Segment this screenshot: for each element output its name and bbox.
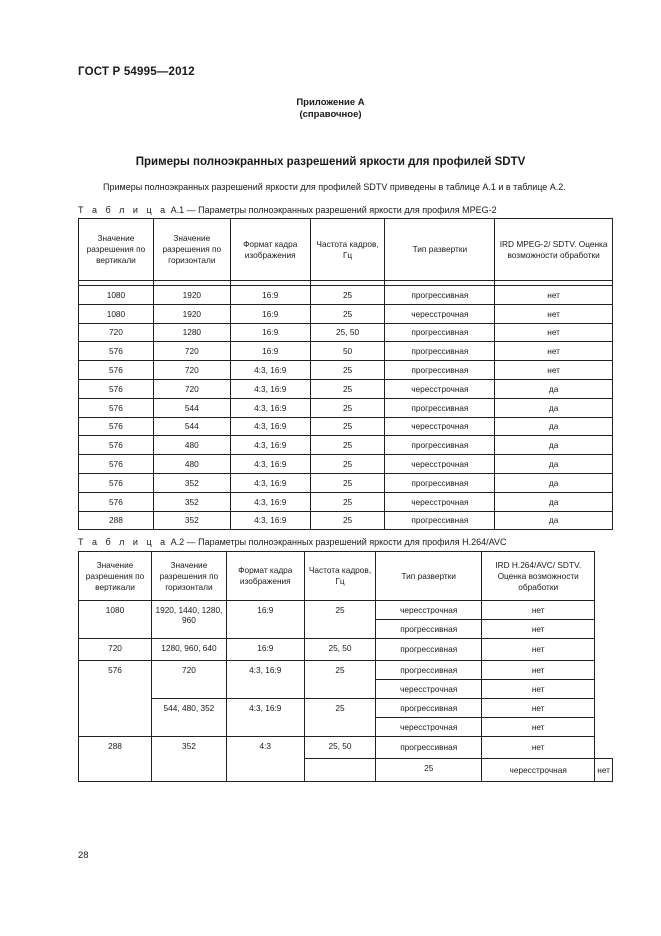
table2-caption-text: А.2 — Параметры полноэкранных разрешений яркости для профиля H.264/AVC <box>170 537 507 547</box>
table-cell: 4:3 <box>226 736 304 782</box>
table-cell: чересстрочная <box>385 455 495 474</box>
scan-type-cell: чересстрочная <box>482 759 595 782</box>
table1-caption <box>78 205 497 215</box>
table-cell: 25 <box>310 286 385 305</box>
table-cell: 4:3, 16:9 <box>230 417 310 436</box>
table-cell: прогрессивная <box>385 398 495 417</box>
table-row <box>79 304 613 323</box>
document-id: ГОСТ Р 54995—2012 <box>78 66 195 78</box>
table-cell: 720 <box>79 323 154 342</box>
scan-type-cell: прогрессивная <box>376 661 482 680</box>
table-row <box>79 417 613 436</box>
ird-cell: нет <box>482 619 595 638</box>
table-cell: 25 <box>310 417 385 436</box>
ird-cell: нет <box>482 638 595 661</box>
table-cell: 25 <box>310 361 385 380</box>
table-cell: да <box>495 492 613 511</box>
table-cell: чересстрочная <box>385 379 495 398</box>
table-cell: прогрессивная <box>385 361 495 380</box>
table1-caption-text: А.1 — Параметры полноэкранных разрешений яркости для профиля MPEG-2 <box>170 205 497 215</box>
table-cell: 1920, 1440, 1280, 960 <box>152 601 227 639</box>
table-cell: 544, 480, 352 <box>152 698 227 736</box>
table-cell: да <box>495 398 613 417</box>
table-row <box>79 492 613 511</box>
table-cell: 576 <box>79 417 154 436</box>
table-cell: 576 <box>79 492 154 511</box>
table-cell: нет <box>495 286 613 305</box>
table-cell: 544 <box>153 417 230 436</box>
table-cell: чересстрочная <box>385 304 495 323</box>
table-cell: 720 <box>79 638 152 661</box>
table-cell: 1280 <box>153 323 230 342</box>
table-row <box>79 736 613 759</box>
table-cell: 4:3, 16:9 <box>230 361 310 380</box>
table-cell: 1080 <box>79 304 154 323</box>
table-cell: прогрессивная <box>385 473 495 492</box>
table-cell: 25 <box>310 492 385 511</box>
table-cell: 4:3, 16:9 <box>230 455 310 474</box>
table-cell: 16:9 <box>230 323 310 342</box>
table-cell: 576 <box>79 436 154 455</box>
table-cell: чересстрочная <box>385 492 495 511</box>
table1-header: Формат кадра изображения <box>230 219 310 281</box>
table-cell: 1080 <box>79 601 152 639</box>
table-cell: 4:3, 16:9 <box>230 379 310 398</box>
table-cell: 25 <box>376 759 482 782</box>
table1-header: Частота кадров, Гц <box>310 219 385 281</box>
table-cell: 50 <box>310 342 385 361</box>
table1-caption-prefix: Т а б л и ц а <box>78 205 169 215</box>
table-row <box>79 361 613 380</box>
table1-header: Значение разрешения по горизонтали <box>153 219 230 281</box>
table-cell: 1280, 960, 640 <box>152 638 227 661</box>
table-cell: 25 <box>310 511 385 530</box>
table-cell: 25 <box>310 473 385 492</box>
table-row <box>79 398 613 417</box>
table-cell: 25 <box>310 455 385 474</box>
table2-header: Значение разрешения по вертикали <box>79 552 152 601</box>
table-cell: 1080 <box>79 286 154 305</box>
table-cell: да <box>495 436 613 455</box>
table-cell: 720 <box>153 361 230 380</box>
table-cell: 720 <box>153 379 230 398</box>
table-cell: 1920 <box>153 304 230 323</box>
table-row <box>79 455 613 474</box>
table-cell: 1920 <box>153 286 230 305</box>
table-row <box>79 323 613 342</box>
table-cell: да <box>495 455 613 474</box>
table-cell: 4:3, 16:9 <box>226 661 304 699</box>
table-cell: 16:9 <box>230 342 310 361</box>
table-cell: 25, 50 <box>304 736 376 759</box>
table-cell: 25 <box>304 698 376 736</box>
table2-header: Формат кадра изображения <box>226 552 304 601</box>
table-cell: 480 <box>153 455 230 474</box>
table-cell: 576 <box>79 473 154 492</box>
ird-cell: нет <box>595 759 613 782</box>
scan-type-cell: прогрессивная <box>376 638 482 661</box>
table-cell: 352 <box>153 473 230 492</box>
table-cell: 352 <box>153 511 230 530</box>
table-cell: 288 <box>79 736 152 782</box>
table-row <box>79 661 613 680</box>
table1-header: Тип развертки <box>385 219 495 281</box>
table-cell: прогрессивная <box>385 511 495 530</box>
table-cell: 25 <box>304 601 376 639</box>
table-row <box>79 511 613 530</box>
table-cell: 576 <box>79 342 154 361</box>
table-cell: 25, 50 <box>310 323 385 342</box>
table-row <box>79 379 613 398</box>
table-cell: 352 <box>152 736 227 782</box>
table-row <box>79 436 613 455</box>
table-cell: прогрессивная <box>385 323 495 342</box>
table-cell: 25 <box>310 304 385 323</box>
table-cell: 4:3, 16:9 <box>230 511 310 530</box>
table-cell: 720 <box>152 661 227 699</box>
page-number: 28 <box>78 850 89 861</box>
table-cell: прогрессивная <box>385 342 495 361</box>
table-cell <box>304 759 376 782</box>
table-row <box>79 601 613 620</box>
table-cell: 576 <box>79 455 154 474</box>
table-cell: 4:3, 16:9 <box>230 473 310 492</box>
table-cell: 720 <box>153 342 230 361</box>
table-cell: 16:9 <box>226 601 304 639</box>
table-cell: нет <box>495 304 613 323</box>
ird-cell: нет <box>482 717 595 736</box>
table1-header: Значение разрешения по вертикали <box>79 219 154 281</box>
ird-cell: нет <box>482 661 595 680</box>
table-cell: 16:9 <box>230 304 310 323</box>
table1-body <box>79 281 613 530</box>
table-cell: 4:3, 16:9 <box>230 398 310 417</box>
table-cell: да <box>495 417 613 436</box>
table-cell: да <box>495 379 613 398</box>
scan-type-cell: прогрессивная <box>376 736 482 759</box>
table-cell: 16:9 <box>230 286 310 305</box>
table-cell: 576 <box>79 379 154 398</box>
table-cell: нет <box>495 361 613 380</box>
table-row <box>79 342 613 361</box>
table-cell: 352 <box>153 492 230 511</box>
table-cell: 25 <box>310 379 385 398</box>
table-cell: да <box>495 511 613 530</box>
table2-header: Значение разрешения по горизонтали <box>152 552 227 601</box>
table-cell: 288 <box>79 511 154 530</box>
scan-type-cell: чересстрочная <box>376 680 482 699</box>
table-cell: прогрессивная <box>385 436 495 455</box>
appendix-subtitle: (справочное) <box>299 109 362 120</box>
scan-type-cell: чересстрочная <box>376 601 482 620</box>
table-cell: 544 <box>153 398 230 417</box>
table-cell: 25 <box>310 398 385 417</box>
table2-caption-prefix: Т а б л и ц а <box>78 537 169 547</box>
scan-type-cell: чересстрочная <box>376 717 482 736</box>
table-cell: 25 <box>310 436 385 455</box>
table-cell: 25, 50 <box>304 638 376 661</box>
table-cell: 576 <box>79 398 154 417</box>
table-cell: чересстрочная <box>385 417 495 436</box>
table-cell: 576 <box>79 661 152 736</box>
table1-header: IRD MPEG-2/ SDTV. Оценка возможности обработки <box>495 219 613 281</box>
table-cell: 16:9 <box>226 638 304 661</box>
table-cell: нет <box>495 342 613 361</box>
table-cell: 4:3, 16:9 <box>230 492 310 511</box>
section-title: Примеры полноэкранных разрешений яркости для профилей SDTV <box>135 156 526 168</box>
table2-header: Тип развертки <box>376 552 482 601</box>
table-cell: нет <box>495 323 613 342</box>
table-row <box>79 698 613 717</box>
table2-header: IRD H.264/AVC/ SDTV. Оценка возможности обработки <box>482 552 595 601</box>
table2-header: Частота кадров, Гц <box>304 552 376 601</box>
table-cell: да <box>495 473 613 492</box>
table-cell: 576 <box>79 361 154 380</box>
table-row <box>79 473 613 492</box>
ird-cell: нет <box>482 601 595 620</box>
ird-cell: нет <box>482 736 595 759</box>
table-a1 <box>78 218 613 530</box>
table2-body <box>79 601 613 782</box>
table-a2 <box>78 551 613 782</box>
table-row <box>79 286 613 305</box>
table-row <box>79 638 613 661</box>
table-cell: 480 <box>153 436 230 455</box>
table-cell: 4:3, 16:9 <box>226 698 304 736</box>
table-cell: прогрессивная <box>385 286 495 305</box>
intro-paragraph: Примеры полноэкранных разрешений яркости для профилей SDTV приведены в таблице А.1 и в таблице А.2. <box>103 182 566 192</box>
scan-type-cell: прогрессивная <box>376 698 482 717</box>
ird-cell: нет <box>482 698 595 717</box>
table2-caption <box>78 537 507 547</box>
appendix-title: Приложение А <box>296 97 365 108</box>
table-cell: 25 <box>304 661 376 699</box>
ird-cell: нет <box>482 680 595 699</box>
table-cell: 4:3, 16:9 <box>230 436 310 455</box>
scan-type-cell: прогрессивная <box>376 619 482 638</box>
